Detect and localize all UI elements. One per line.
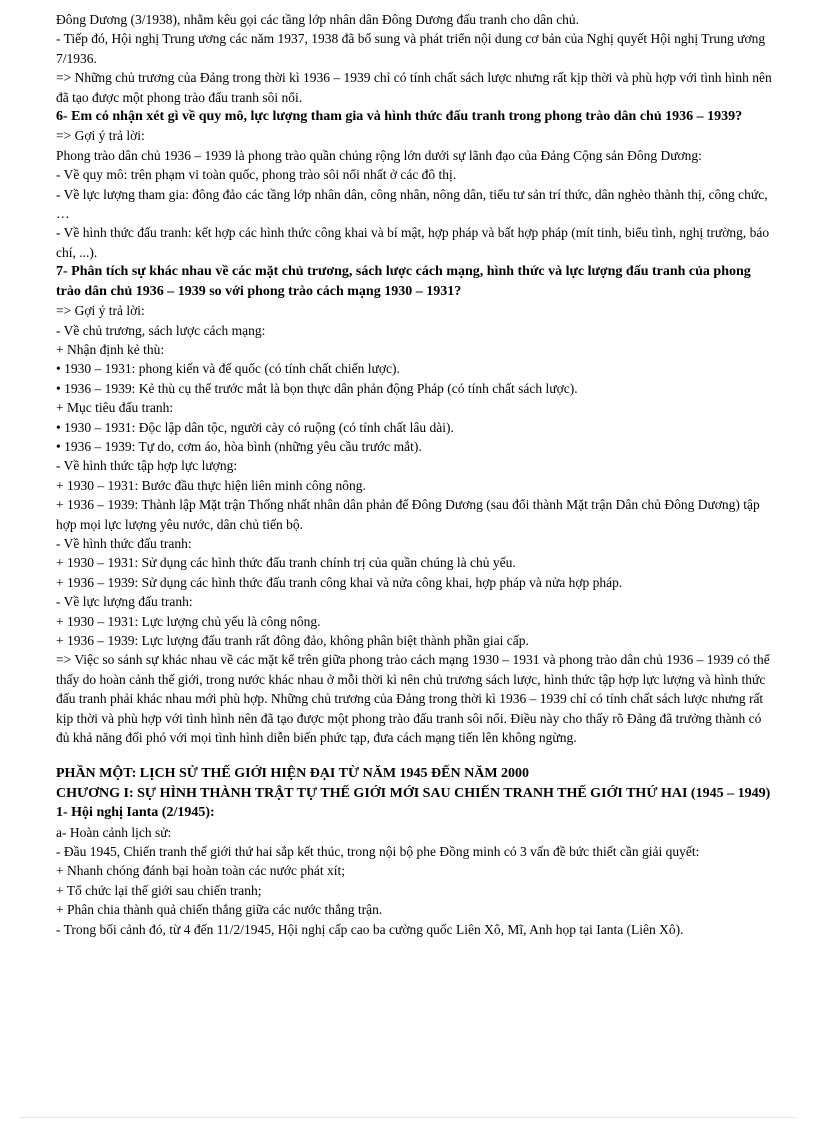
paragraph: + 1936 – 1939: Sử dụng các hình thức đấu tranh công khai và nửa công khai, hợp pháp và nửa hợp pháp.: [56, 574, 623, 590]
paragraph: + 1930 – 1931: Sử dụng các hình thức đấu tranh chính trị của quần chúng là chủ yếu.: [56, 555, 516, 571]
question-7-title: 7- Phân tích sự khác nhau về các mặt chủ trương, sách lược cách mạng, hình thức và lực lượng đấu tranh của phong trào dân chủ 1936 – 1939 so với phong trào cách mạng 1930 – 1931?: [56, 264, 751, 299]
paragraph: + Nhanh chóng đánh bại hoàn toàn các nước phát xít;: [56, 863, 345, 879]
paragraph: + Phân chia thành quả chiến thắng giữa các nước thắng trận.: [56, 902, 383, 918]
page-bottom-divider: [20, 1117, 796, 1118]
section-heading: 1- Hội nghị Ianta (2/1945):: [56, 805, 215, 821]
question-6-title: 6- Em có nhận xét gì về quy mô, lực lượng tham gia và hình thức đấu tranh trong phong trào dân chủ 1936 – 1939?: [56, 109, 743, 125]
part-heading: PHẦN MỘT: LỊCH SỬ THẾ GIỚI HIỆN ĐẠI TỪ NĂM 1945 ĐẾN NĂM 2000: [56, 766, 530, 782]
paragraph: • 1936 – 1939: Kẻ thù cụ thể trước mắt là bọn thực dân phản động Pháp (có tính chất sách lược).: [56, 380, 578, 396]
paragraph: - Trong bối cảnh đó, từ 4 đến 11/2/1945, Hội nghị cấp cao ba cường quốc Liên Xô, Mĩ, Anh họp tại Ianta (Liên Xô).: [56, 921, 684, 937]
paragraph: • 1930 – 1931: Độc lập dân tộc, người cày có ruộng (có tính chất lâu dài).: [56, 419, 454, 435]
paragraph: - Về hình thức tập hợp lực lượng:: [56, 458, 238, 474]
paragraph: - Về hình thức đấu tranh: kết hợp các hình thức công khai và bí mật, hợp pháp và bất hợp pháp (mít tinh, biểu tình, nghị trường, báo chí, ...).: [56, 225, 770, 260]
paragraph: - Về lực lượng tham gia: đông đảo các tầng lớp nhân dân, công nhân, nông dân, tiểu tư sản trí thức, dân nghèo thành thị, công chức, …: [56, 186, 768, 222]
paragraph: + Nhận định kẻ thù:: [56, 341, 165, 357]
paragraph: - Về hình thức đấu tranh:: [56, 535, 192, 551]
paragraph: • 1930 – 1931: phong kiến và đế quốc (có tính chất chiến lược).: [56, 361, 400, 377]
paragraph: => Gợi ý trả lời:: [56, 128, 145, 144]
paragraph: - Tiếp đó, Hội nghị Trung ương các năm 1937, 1938 đã bổ sung và phát triển nội dung cơ bản của Nghị quyết Hội nghị Trung ương 7/1936.: [56, 31, 766, 66]
spacer: [56, 747, 778, 764]
paragraph: + Tổ chức lại thế giới sau chiến tranh;: [56, 882, 262, 898]
paragraph: • 1936 – 1939: Tự do, cơm áo, hòa bình (những yêu cầu trước mắt).: [56, 438, 422, 454]
paragraph: - Về lực lượng đấu tranh:: [56, 594, 193, 610]
paragraph: + 1930 – 1931: Lực lượng chủ yếu là công nông.: [56, 613, 321, 629]
paragraph: => Những chủ trương của Đảng trong thời kì 1936 – 1939 chỉ có tính chất sách lược nhưng rất kịp thời và phù hợp với tình hình nên đã tạo được một phong trào đấu tranh sôi nổi.: [56, 70, 772, 105]
paragraph: - Về chủ trương, sách lược cách mạng:: [56, 322, 266, 338]
document-page: [56, 10, 778, 939]
paragraph: + Mục tiêu đấu tranh:: [56, 400, 174, 416]
paragraph: a- Hoàn cảnh lịch sử:: [56, 824, 172, 840]
paragraph: + 1936 – 1939: Lực lượng đấu tranh rất đông đảo, không phân biệt thành phần giai cấp.: [56, 633, 529, 648]
paragraph: - Đầu 1945, Chiến tranh thế giới thứ hai sắp kết thúc, trong nội bộ phe Đồng minh có 3 vấn đề bức thiết cần giải quyết:: [56, 844, 700, 860]
chapter-heading: CHƯƠNG I: SỰ HÌNH THÀNH TRẬT TỰ THẾ GIỚI MỚI SAU CHIẾN TRANH THẾ GIỚI THỨ HAI (1945 – 1949): [56, 785, 771, 801]
paragraph: + 1930 – 1931: Bước đầu thực hiện liên minh công nông.: [56, 477, 366, 493]
paragraph: => Việc so sánh sự khác nhau về các mặt kể trên giữa phong trào cách mạng 1930 – 1931 và phong trào dân chủ 1936 – 1939 có thể thấy do hoàn cảnh thế giới, trong nước khác nhau ở mỗi thời kì nên chủ trương sách lược, hình thức tập hợp lực lượng và hình thức đấu tranh phải khác nhau mới phù hợp. Những chủ trương của Đảng trong thời kì 1936 – 1939 chỉ có tính chất sách lược nhưng rất kịp thời và phù hợp với tình hình nên đã tạo được một phong trào đấu tranh sôi nổi. Điều này cho thấy rõ Đảng đã trưởng thành có đủ khả năng đối phó với mọi tình hình diễn biến phức tạp, đưa cách mạng tiến lên không ngừng.: [56, 652, 770, 746]
paragraph: Phong trào dân chủ 1936 – 1939 là phong trào quần chúng rộng lớn dưới sự lãnh đạo của Đảng Cộng sản Đông Dương:: [56, 147, 702, 163]
paragraph: - Về quy mô: trên phạm vi toàn quốc, phong trào sôi nổi nhất ở các đô thị.: [56, 167, 457, 183]
paragraph: Đông Dương (3/1938), nhằm kêu gọi các tầng lớp nhân dân Đông Dương đấu tranh cho dân chủ.: [56, 12, 580, 27]
paragraph: => Gợi ý trả lời:: [56, 303, 145, 319]
paragraph: + 1936 – 1939: Thành lập Mặt trận Thống nhất nhân dân phản đế Đông Dương (sau đổi thành Mặt trận Dân chủ Đông Dương) tập hợp mọi lực lượng yêu nước, dân chủ tiến bộ.: [56, 497, 760, 532]
